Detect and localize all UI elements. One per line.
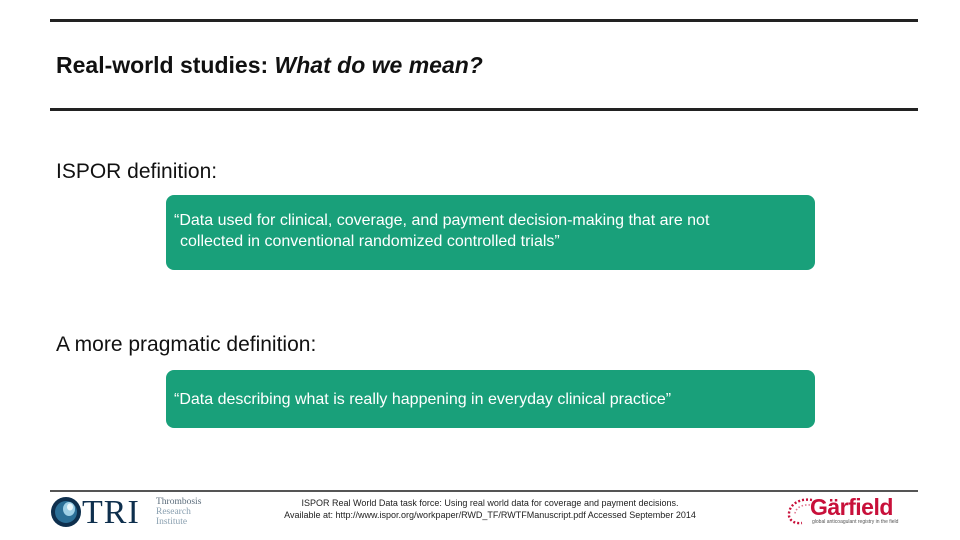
tri-wordmark: TRI [82,494,140,531]
pragmatic-definition-label: A more pragmatic definition: [56,333,317,356]
tri-globe-icon [50,496,82,528]
footer-reference-line-1: ISPOR Real World Data task force: Using real world data for coverage and payment decisions. [301,498,679,508]
slide-title-italic: What do we mean? [274,52,483,78]
tri-logo [48,495,208,531]
ispor-quote-box [166,195,815,270]
top-divider [50,19,918,22]
tri-subtitle [156,497,201,527]
tri-subtitle-line-3: Institute [156,517,188,527]
pragmatic-quote-box [166,370,815,428]
ispor-quote-line-2: collected in conventional randomized controlled trials” [180,233,560,250]
garfield-logo [786,496,916,530]
footer-divider [50,490,918,492]
pragmatic-quote: “Data describing what is really happening in everyday clinical practice” [174,391,672,408]
tri-subtitle-line-2: Research [156,507,191,517]
tri-subtitle-line-1: Thrombosis [156,497,202,507]
slide-title [56,52,483,79]
footer-reference-line-2: Available at: http://www.ispor.org/workpaper/RWD_TF/RWTFManuscript.pdf Accessed September 2014 [284,510,696,520]
ispor-quote-line-1: “Data used for clinical, coverage, and payment decision-making that are not [174,212,710,229]
footer-reference [245,497,735,521]
slide-title-plain: Real-world studies: [56,52,275,78]
ispor-definition-label: ISPOR definition: [56,160,218,183]
garfield-wordmark: Gärfield [810,494,893,520]
garfield-tagline: global anticoagulant registry in the field [812,519,899,525]
title-divider [50,108,918,111]
